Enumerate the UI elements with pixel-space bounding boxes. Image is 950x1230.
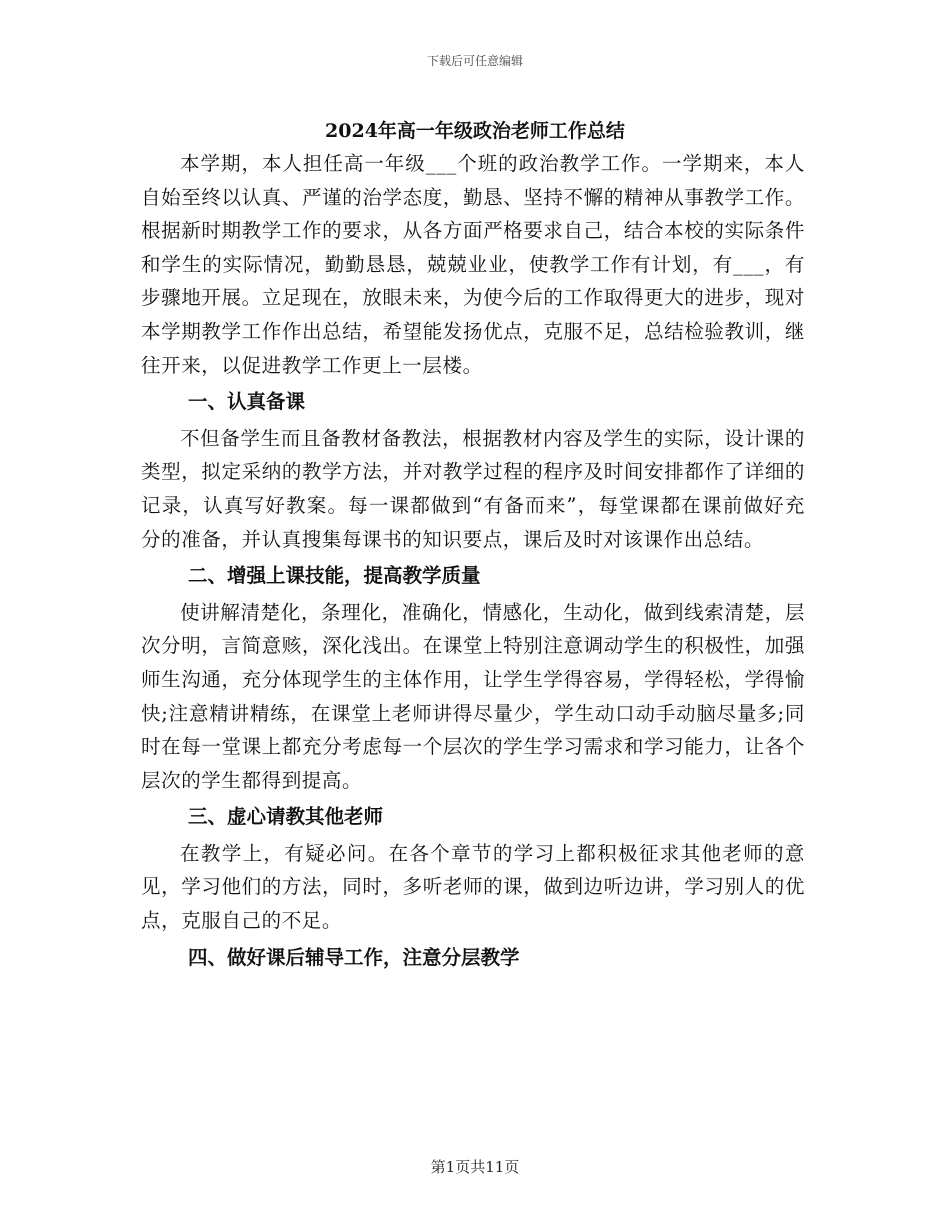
intro-paragraph: 本学期，本人担任高一年级___个班的政治教学工作。一学期来，本人自始至终以认真、严谨的治学态度，勤恳、坚持不懈的精神从事教学工作。根据新时期教学工作的要求，从各方面严格要求自己，结合本校的实际条件和学生的实际情况，勤勤恳恳，兢兢业业，使教学工作有计划，有___，有步骤地开展。立足现在，放眼未来，为使今后的工作取得更大的进步，现对本学期教学工作作出总结，希望能发扬优点，克服不足，总结检验教训，继往开来，以促进教学工作更上一层楼。 [141,152,805,377]
section-heading-4: 四、做好课后辅导工作，注意分层教学 [188,945,520,969]
section-body-3: 在教学上，有疑必问。在各个章节的学习上都积极征求其他老师的意见，学习他们的方法，同时，多听老师的课，做到边听边讲，学习别人的优点，克服自己的不足。 [141,841,805,933]
section-body-1: 不但备学生而且备教材备教法，根据教材内容及学生的实际，设计课的类型，拟定采纳的教学方法，并对教学过程的程序及时间安排都作了详细的记录，认真写好教案。每一课都做到“有备而来”，每堂课都在课前做好充分的准备，并认真搜集每课书的知识要点，课后及时对该课作出总结。 [141,426,805,551]
section-heading-1: 一、认真备课 [188,390,306,414]
document-body [141,147,805,977]
section-heading-2: 二、增强上课技能，提高教学质量 [188,564,481,588]
page-number: 第1页共11页 [430,1158,520,1176]
section-heading-3: 三、虚心请教其他老师 [188,805,384,829]
page-title: 2024年高一年级政治老师工作总结 [325,120,625,142]
header-note: 下载后可任意编辑 [426,54,523,68]
section-body-2: 使讲解清楚化，条理化，准确化，情感化，生动化，做到线索清楚，层次分明，言简意赅，深化浅出。在课堂上特别注意调动学生的积极性，加强师生沟通，充分体现学生的主体作用，让学生学得容易，学得轻松，学得愉快;注意精讲精练，在课堂上老师讲得尽量少，学生动口动手动脑尽量多;同时在每一堂课上都充分考虑每一个层次的学生学习需求和学习能力，让各个层次的学生都得到提高。 [141,600,805,792]
